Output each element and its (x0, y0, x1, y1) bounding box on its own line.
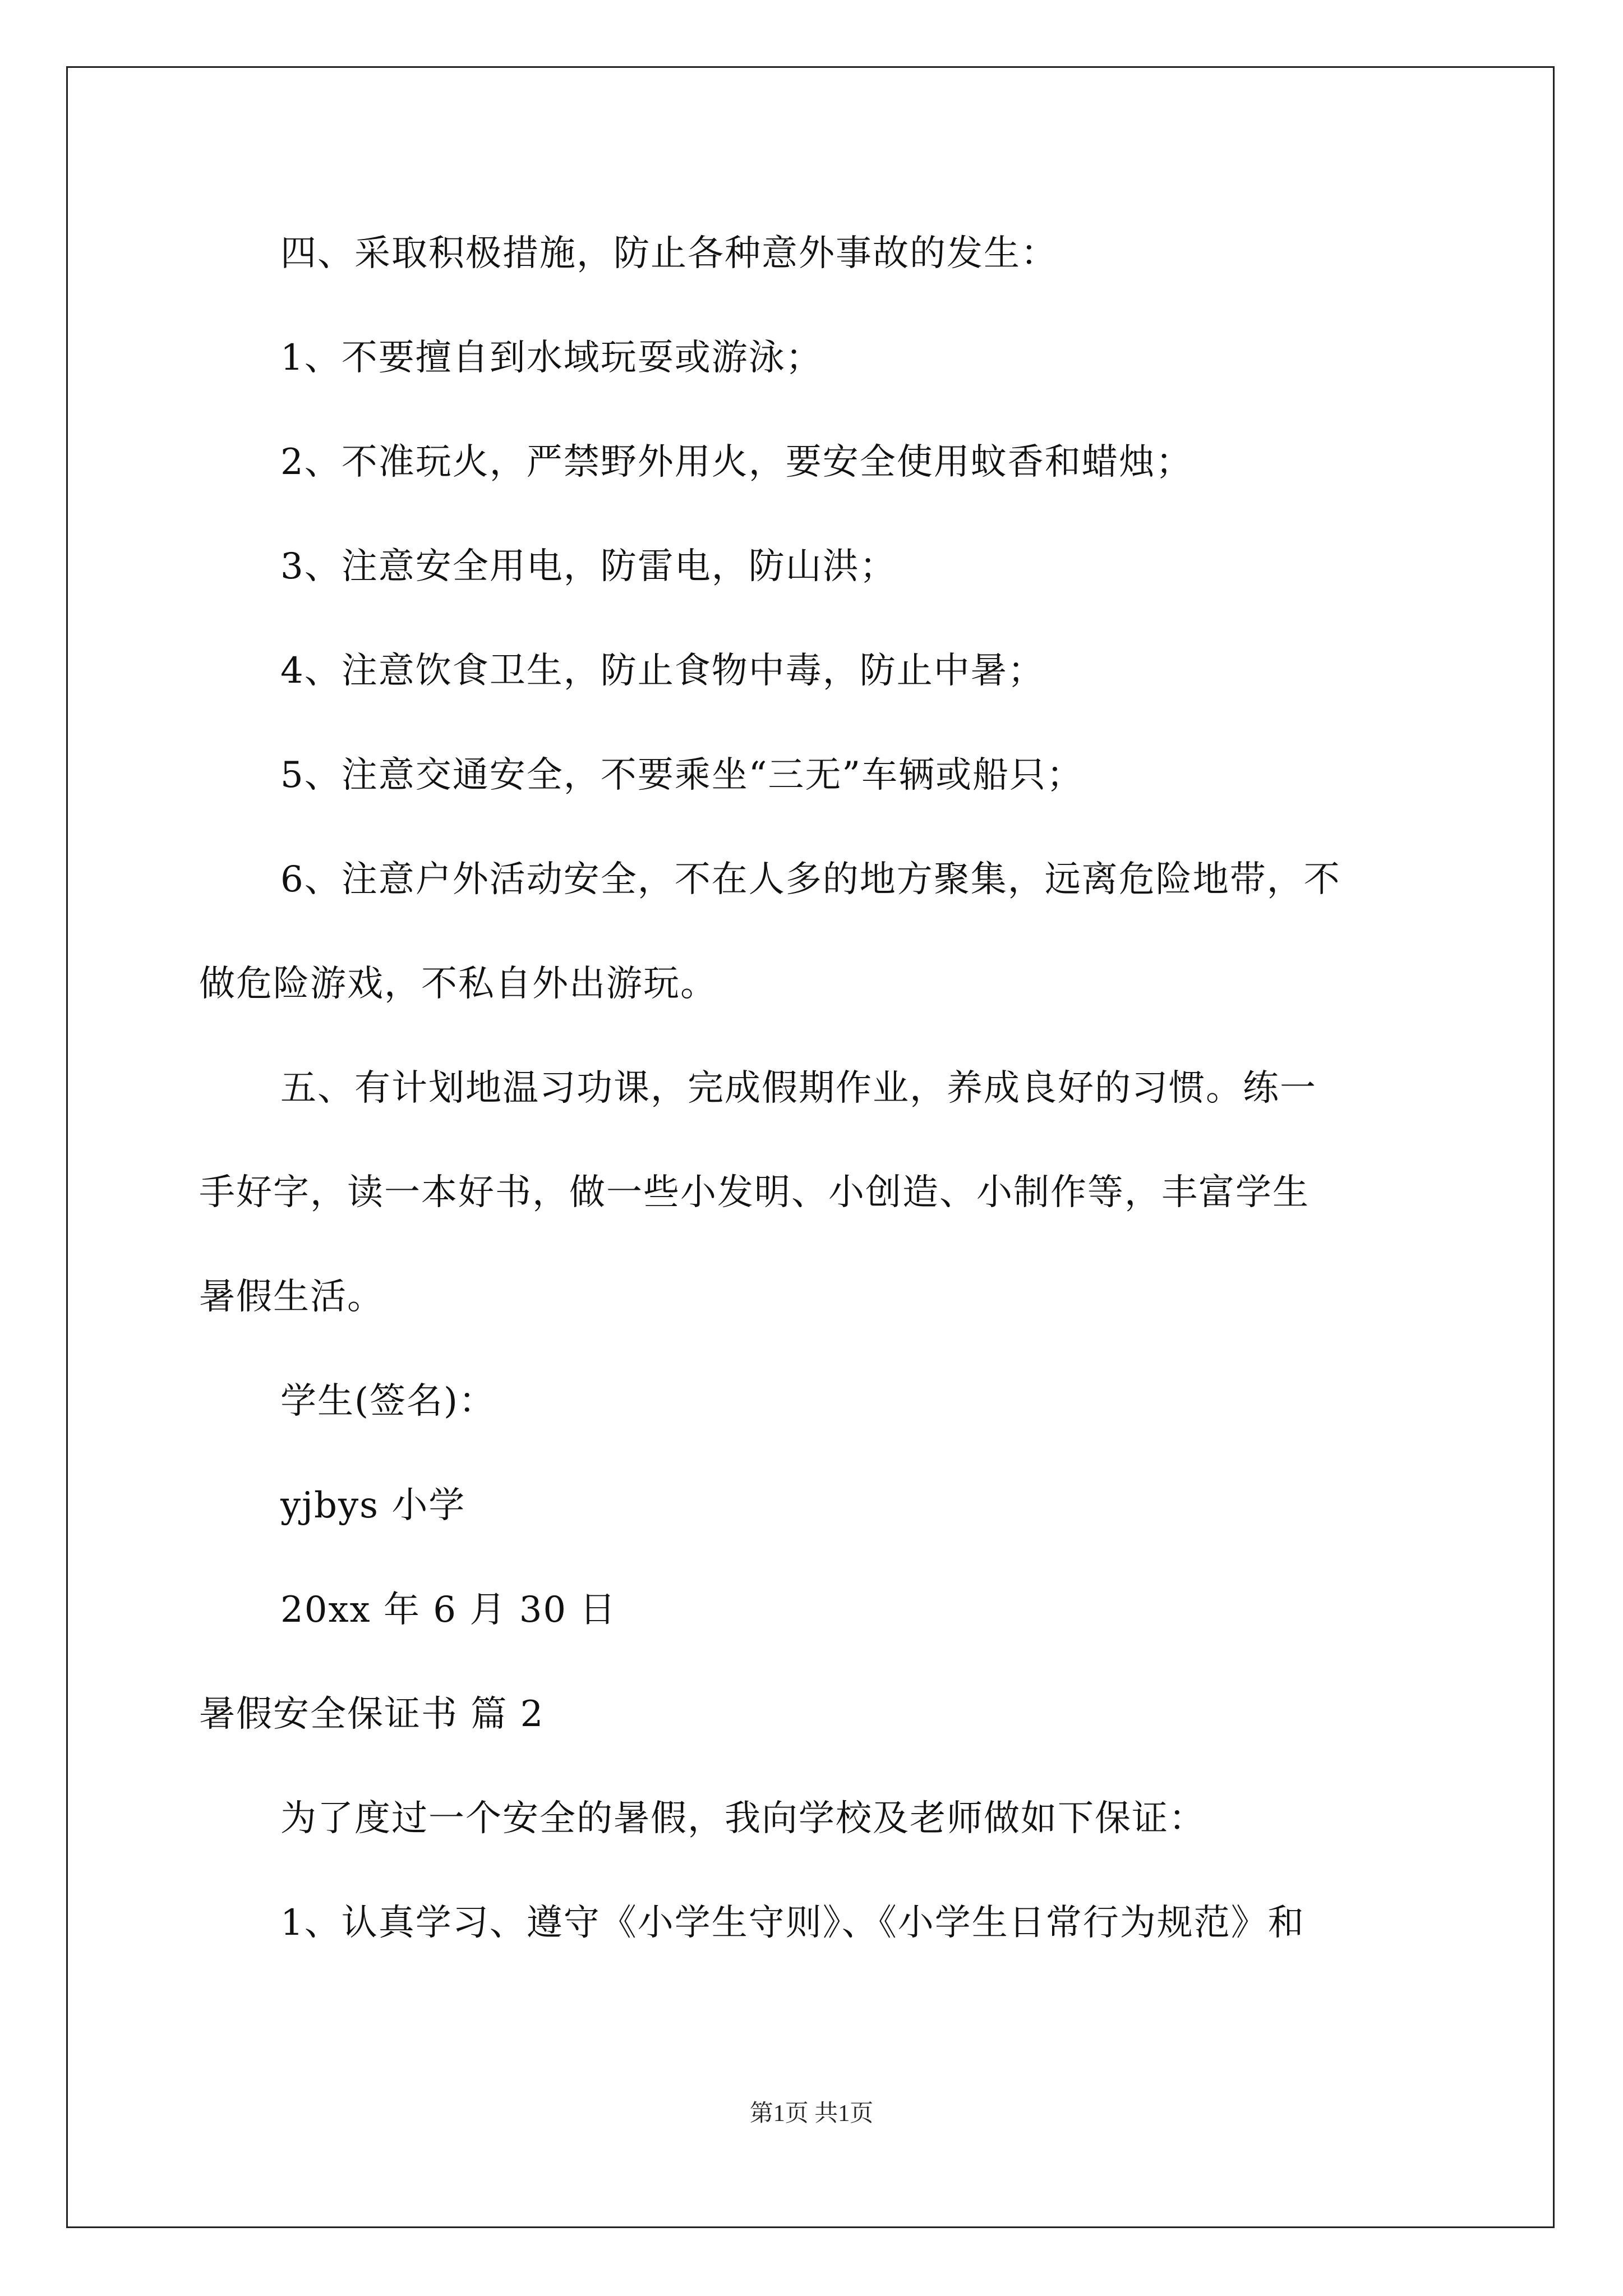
paragraph-line: 做危险游戏，不私自外出游玩。 (199, 963, 717, 1005)
paragraph-line: 暑假生活。 (199, 1276, 384, 1318)
section-heading: 暑假安全保证书 篇 2 (199, 1694, 545, 1735)
page-footer: 第1页 共1页 (749, 2101, 874, 2127)
paragraph-line: 1、认真学习、遵守《小学生守则》、《小学生日常行为规范》和 (280, 1902, 1305, 1944)
paragraph-line: 为了度过一个安全的暑假，我向学校及老师做如下保证： (280, 1798, 1206, 1839)
paragraph-line: 四、采取积极措施，防止各种意外事故的发生： (280, 233, 1058, 274)
paragraph-line: 5、注意交通安全，不要乘坐“三无”车辆或船只； (280, 754, 1084, 796)
signature-label: 学生(签名)： (280, 1381, 496, 1422)
paragraph-line: 1、不要擅自到水域玩耍或游泳； (280, 337, 823, 379)
paragraph-line: 手好字，读一本好书，做一些小发明、小创造、小制作等，丰富学生 (199, 1172, 1310, 1213)
paragraph-line: 五、有计划地温习功课，完成假期作业，养成良好的习惯。练一 (280, 1068, 1317, 1109)
paragraph-line: 6、注意户外活动安全，不在人多的地方聚集，远离危险地带，不 (280, 859, 1341, 900)
paragraph-line: 2、不准玩火，严禁野外用火，要安全使用蚊香和蜡烛； (280, 441, 1193, 483)
paragraph-line: 3、注意安全用电，防雷电，防山洪； (280, 546, 897, 587)
paragraph-line: 4、注意饮食卫生，防止食物中毒，防止中暑； (280, 650, 1045, 692)
school-name: yjbys 小学 (280, 1485, 466, 1526)
document-date: 20xx 年 6 月 30 日 (280, 1589, 617, 1631)
